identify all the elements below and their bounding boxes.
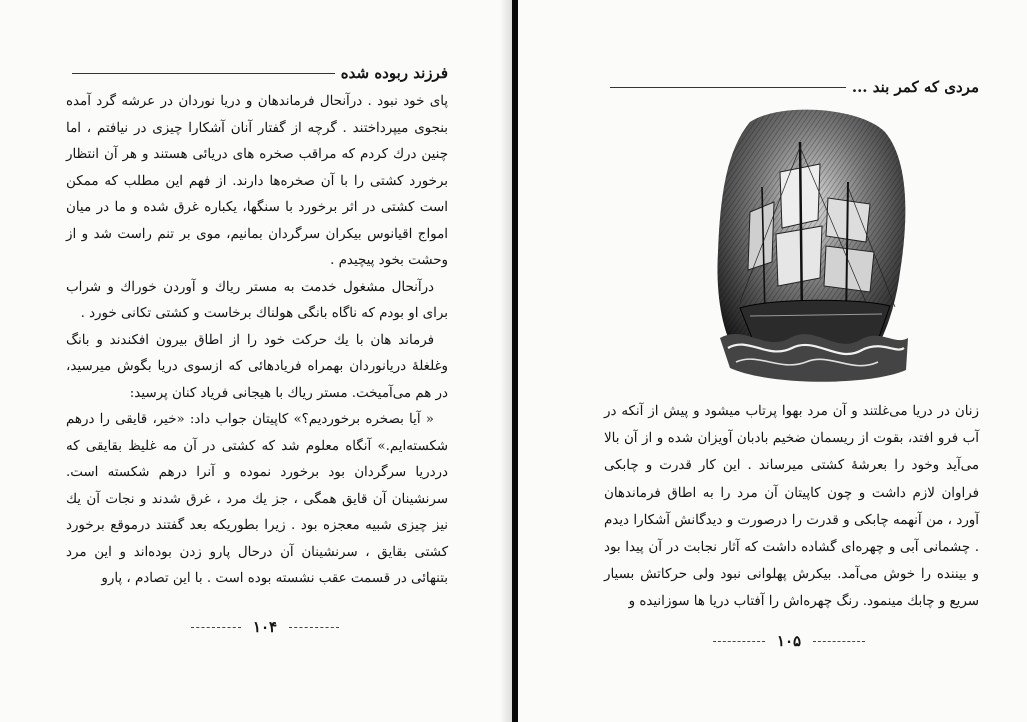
right-head-rule xyxy=(610,87,846,88)
right-paragraph-1: زنان در دریا می‌غلتند و آن مرد بهوا پرتاب میشود و پیش از آنکه در آب فرو افتد، بقوت از ریسمان ضخیم بادبان آویزان شده و از آن بالا می‌آید وخود را بعرشهٔ کشتی میرساند . این کار قدرت و چابکی فراوان لازم داشت و چون کاپیتان آن مرد را به اطاق فرماندهان آورد ، من آنهمه چابکی و قدرت را درصورت و دیدگانش آشکارا دیدم . چشمانی آبی و چهره‌ای گشاده داشت که آثار نجابت در آن پیدا بود و بیننده را خوش می‌آمد. بیکرش پهلوانی نبود ولی حرکاتش بسیار سریع و چابك مینمود. رنگ چهره‌اش را آفتاب دریا ها سوزانیده و xyxy=(604,404,979,610)
left-paragraph-4: « آیا بصخره برخوردیم؟» کاپیتان جواب داد: «خیر، قایقی را درهم شکسته‌ایم.» آنگاه معلوم شد که کشتی در آن مه غلیظ بقایقی که دردریا سرگردان بود برخورد نموده و آنرا درهم شکسته است. سرنشینان آن قایق همگی ، جز یك مرد ، غرق شدند و نجات آن یك نیز چیزی شبیه معجزه بود . زیرا بطوریکه بعد گفتند درموقع برخورد کشتی بقایق ، سرنشینان آن درحال پارو زدن بوده‌اند و این مرد بتنهائی در قسمت عقب نشسته بوده است . با این تصادم ، پارو xyxy=(66,412,448,586)
right-page-number: ۱۰۵ xyxy=(776,632,802,650)
left-page xyxy=(0,0,512,722)
left-paragraph-2: درآنحال مشغول خدمت به مستر ریاك و آوردن خوراك و شراب برای او بودم که ناگاه بانگی هولناك برخاست و کشتی تکانی خورد . xyxy=(66,279,448,321)
right-running-head xyxy=(604,78,979,96)
left-running-title: فرزند ربوده شده xyxy=(340,64,448,82)
left-paragraph-1: پای خود نبود . درآنحال فرماندهان و دریا نوردان در عرشه گرد آمده بنجوی میپرداختند . گرچه از گفتار آنان آشکارا چیزی در نیافتم ، اما چنین درك کردم که مراقب صخره های دریائی هستند و هر آن انتظار برخورد کشتی را با آن صخره‌ها دارند. از فهم این مطلب که ممکن است کشتی در اثر برخورد با سنگها، یکباره غرق شده و ما در میان امواج اقیانوس بیکران سرگردان بمانیم، موی بر تنم راست شد و از وحشت بخود پیچیدم . xyxy=(66,94,448,268)
right-page xyxy=(518,0,1027,722)
left-folio-rule-left xyxy=(191,627,241,628)
left-running-head xyxy=(66,64,448,82)
left-page-number: ۱۰۴ xyxy=(252,618,278,636)
right-folio-rule-right xyxy=(813,641,865,642)
right-running-title: مردی که کمر بند ... xyxy=(851,78,979,96)
right-folio-rule-left xyxy=(713,641,765,642)
left-head-rule xyxy=(72,73,335,74)
left-body-text xyxy=(66,89,448,593)
left-paragraph-3: فرماند هان با یك حرکت خود را از اطاق بیرون افکندند و بانگ وغلغلهٔ دریانوردان بهمراه فریادهائی که ازسوی دریا بگوش میرسید، در هم می‌آمیخت. مستر ریاك با هیجانی فریاد کنان پرسید: xyxy=(66,332,448,401)
left-folio xyxy=(185,618,345,636)
left-folio-rule-right xyxy=(289,627,339,628)
right-body-text xyxy=(604,398,979,616)
ship-illustration xyxy=(710,102,914,386)
spine-shadow xyxy=(500,0,512,722)
right-folio xyxy=(704,632,874,650)
